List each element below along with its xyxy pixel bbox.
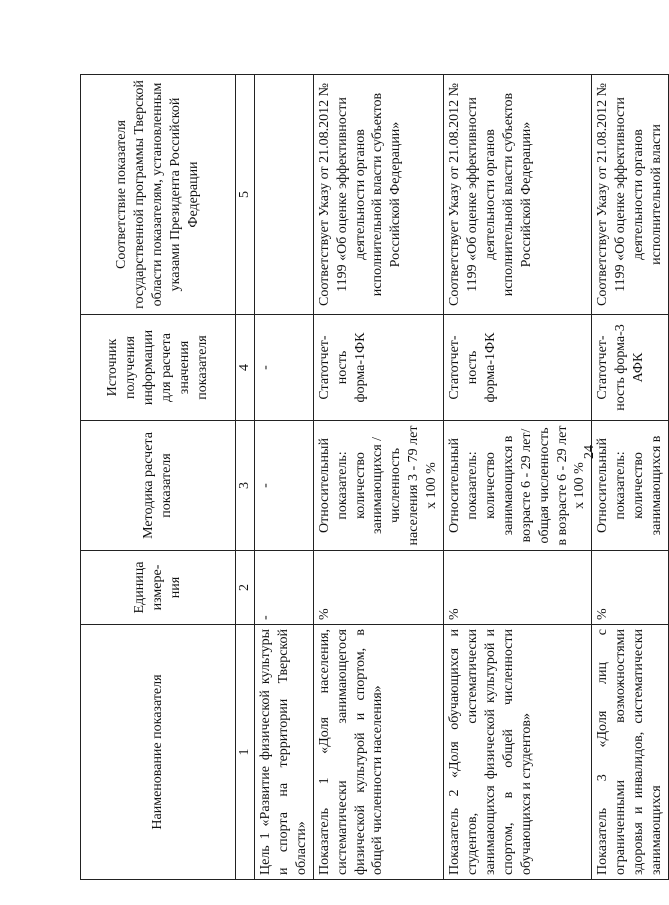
column-number: 1 [236, 625, 255, 880]
column-number: 4 [236, 315, 255, 421]
indicator-compliance: Соответствует Указу от 21.08.2012 № 1199 «Об оценке эффективности деятельности органов исполнительной власти субъектов Российской Федерации» [444, 75, 592, 315]
column-number: 5 [236, 75, 255, 315]
header-unit: Единица измере-ния [81, 551, 236, 625]
indicator-method: Относительный показатель: количество занимающихся в возрасте 6 - 29 лет/ общая численность в возрасте 6 - 29 лет х 100 % [444, 421, 592, 551]
indicator-source: Статотчет-ность форма-1ФК [444, 315, 592, 421]
indicator-compliance: Соответствует Указу от 21.08.2012 № 1199 «Об оценке эффективности деятельности органов исполнительной власти [592, 75, 669, 315]
header-name: Наименование показателя [81, 625, 236, 880]
indicator-method: Относительный показатель: количество занимающихся в [592, 421, 669, 551]
indicator-unit: % [444, 551, 592, 625]
indicator-name: Цель 1 «Развитие физической культуры и спорта на территории Тверской области» [255, 625, 314, 880]
indicator-method: - [255, 421, 314, 551]
column-number: 3 [236, 421, 255, 551]
indicator-name: Показатель 2 «Доля обучающихся и студентов, систематически занимающихся физической культурой и спортом, в общей численности обучающихся и студентов» [444, 625, 592, 880]
indicator-method: Относительный показатель: количество занимающихся / численность населения 3 - 79 лет х 100 % [313, 421, 443, 551]
column-numbers-row [236, 75, 255, 880]
table-row [592, 75, 669, 880]
header-source: Источник получения информации для расчета значения показателя [81, 315, 236, 421]
indicator-unit: % [592, 551, 669, 625]
indicator-compliance: Соответствует Указу от 21.08.2012 № 1199 «Об оценке эффективности деятельности органов исполнительной власти субъектов Российской Федерации» [313, 75, 443, 315]
header-method: Методика расчета показателя [81, 421, 236, 551]
table-row [444, 75, 592, 880]
indicator-unit: % [313, 551, 443, 625]
table-header-row [81, 75, 236, 880]
header-compliance: Соответствие показателя государственной программы Тверской области показателям, установленным указами Президента Российской Федерации [81, 75, 236, 315]
page-number: 24 [582, 445, 597, 459]
indicator-source: Статотчет-ность форма-1ФК [313, 315, 443, 421]
indicator-name: Показатель 1 «Доля населения, систематически занимающегося физической культурой и спортом, в общей численности населения» [313, 625, 443, 880]
column-number: 2 [236, 551, 255, 625]
indicator-compliance [255, 75, 314, 315]
indicator-name: Показатель 3 «Доля лиц с ограниченными возможностями здоровья и инвалидов, систематически занимающихся [592, 625, 669, 880]
indicator-source: - [255, 315, 314, 421]
table-row [313, 75, 443, 880]
indicators-table [80, 74, 669, 880]
indicator-source: Статотчет-ность форма-3 АФК [592, 315, 669, 421]
table-row [255, 75, 314, 880]
indicator-unit: - [255, 551, 314, 625]
